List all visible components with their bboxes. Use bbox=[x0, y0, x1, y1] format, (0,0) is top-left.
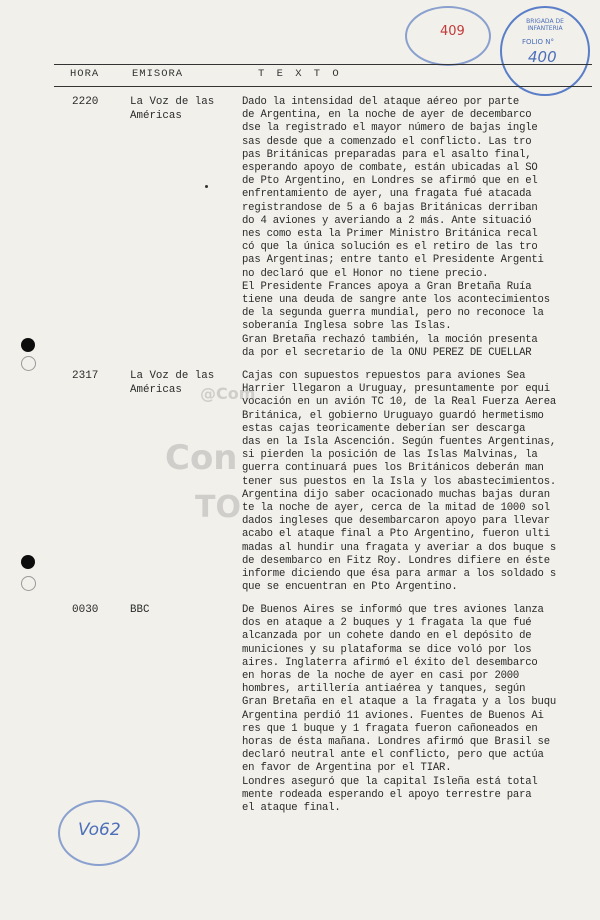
header-hora: HORA bbox=[70, 68, 100, 80]
watermark-line: Con bbox=[165, 438, 238, 478]
text-line: no declaró que el Honor no tiene precio. bbox=[242, 267, 489, 280]
header-top-rule bbox=[54, 64, 592, 65]
entry-hora: 0030 bbox=[72, 604, 99, 616]
text-line: hombres, artillería antiaérea y tanques, según bbox=[242, 683, 526, 696]
text-line: de desembarco en Fitz Roy. Londres difiere en éste bbox=[242, 554, 550, 567]
text-line: mente rodeada esperando el apoyo terrestre para bbox=[242, 788, 532, 801]
text-line: Argentina dijo saber ocacionado muchas bajas duran bbox=[242, 488, 550, 501]
watermark-line: TO bbox=[195, 490, 241, 525]
emisora-line: BBC bbox=[130, 604, 150, 616]
text-line: Dado la intensidad del ataque aéreo por parte bbox=[242, 96, 520, 108]
text-line: de Pto Argentino, en Londres se afirmó que en el bbox=[242, 175, 538, 188]
text-line: informe diciendo que ésa para armar a los soldado s bbox=[242, 568, 557, 581]
text-line: dos en ataque a 2 buques y 1 fragata la que fué bbox=[242, 617, 532, 630]
folio-stamp-blue bbox=[500, 6, 590, 96]
text-line: Cajas con supuestos repuestos para aviones Sea bbox=[242, 370, 526, 382]
text-line: si pierden la posición de las Islas Malvinas, la bbox=[242, 449, 538, 462]
folio-number-red: 409 bbox=[440, 24, 465, 39]
header-bottom-rule bbox=[54, 86, 592, 87]
text-line: tiene una deuda de sangre ante los acontecimientos bbox=[242, 294, 550, 307]
text-line: aires. Inglaterra afirmó el éxito del desembarco bbox=[242, 656, 538, 669]
binder-hole-ring bbox=[21, 356, 36, 371]
entry-text bbox=[242, 370, 592, 594]
text-line: en horas de la noche de ayer en casi por 2000 bbox=[242, 670, 520, 683]
text-line: dse la registrado el mayor número de bajas ingle bbox=[242, 122, 538, 135]
text-line: en favor de Argentina por el TIAR. bbox=[242, 762, 452, 775]
text-line: Gran Bretaña en el ataque a la fragata y a los buqu bbox=[242, 696, 557, 709]
brigada-text: BRIGADA DE INFANTERIA bbox=[526, 18, 564, 32]
text-line: Harrier llegaron a Uruguay, presuntamente por equi bbox=[242, 383, 550, 396]
ink-dot bbox=[205, 185, 208, 188]
text-line: estas cajas teoricamente deberían ser descarga bbox=[242, 422, 526, 435]
binder-hole bbox=[21, 338, 35, 352]
text-line: El Presidente Frances apoya a Gran Bretaña Ruía bbox=[242, 280, 532, 293]
entry-hora: 2317 bbox=[72, 370, 99, 382]
text-line: tener sus puestos en la Isla y los abastecimientos. bbox=[242, 475, 557, 488]
text-line: de la segunda guerra mundial, pero no reconoce la bbox=[242, 307, 544, 320]
bottom-stamp-text: Vo62 bbox=[78, 820, 121, 840]
text-line: madas al hundir una fragata y averiar a dos buque s bbox=[242, 541, 557, 554]
text-line: Gran Bretaña rechazó también, la moción presenta bbox=[242, 333, 538, 346]
text-line: nes como esta la Primer Ministro Británica recal bbox=[242, 228, 538, 241]
text-line: dados ingleses que desembarcaron apoyo para llevar bbox=[242, 515, 550, 528]
text-line: te la noche de ayer, cerca de la mitad de 1000 sol bbox=[242, 502, 550, 515]
folio-number-blue: 400 bbox=[528, 48, 557, 66]
text-line: das en la Isla Ascención. Según fuentes Argentinas, bbox=[242, 436, 557, 449]
text-line: el ataque final. bbox=[242, 802, 341, 815]
text-line: declaró neutral ante el conflicto, pero que actúa bbox=[242, 749, 544, 762]
text-line: alcanzada por un cohete dando en el depósito de bbox=[242, 630, 532, 643]
entry-emisora bbox=[130, 604, 240, 618]
text-line: registrandose de 5 a 6 bajas Británicas derriban bbox=[242, 201, 538, 214]
entry-hora: 2220 bbox=[72, 96, 99, 108]
text-line: do 4 aviones y averiando a 2 más. Ante situació bbox=[242, 214, 532, 227]
entry-emisora bbox=[130, 96, 240, 123]
text-line: có que la única solución es el retiro de las tro bbox=[242, 241, 538, 254]
text-line: res que 1 buque y 1 fragata fueron cañoneados en bbox=[242, 722, 538, 735]
folio-label: FOLIO N° bbox=[522, 38, 554, 46]
text-line: vocación en un avión TC 10, de la Real Fuerza Aerea bbox=[242, 396, 557, 409]
text-line: enfrentamiento de ayer, una fragata fué atacada bbox=[242, 188, 532, 201]
text-line: Argentina perdió 11 aviones. Fuentes de Buenos Ai bbox=[242, 709, 544, 722]
text-line: guerra continuará pues los Británicos deberán man bbox=[242, 462, 544, 475]
header-texto: T E X T O bbox=[258, 68, 342, 80]
header-emisora: EMISORA bbox=[132, 68, 184, 80]
bottom-stamp bbox=[58, 800, 140, 866]
text-line: Británica, el gobierno Uruguayo guardó hermetismo bbox=[242, 409, 544, 422]
text-line: horas de ésta mañana. Londres afirmó que Brasil se bbox=[242, 736, 550, 749]
text-line: De Buenos Aires se informó que tres aviones lanza bbox=[242, 604, 544, 616]
entry-text bbox=[242, 604, 592, 815]
emisora-line: La Voz de las bbox=[130, 96, 215, 108]
text-line: de Argentina, en la noche de ayer de decembarco bbox=[242, 109, 532, 122]
binder-hole-ring bbox=[21, 576, 36, 591]
text-line: municiones y su plataforma se dice voló por los bbox=[242, 643, 532, 656]
emisora-line: Américas bbox=[130, 383, 182, 396]
text-line: esperando apoyo de combate, están ubicadas al SO bbox=[242, 162, 538, 175]
text-line: soberanía Inglesa sobre las Islas. bbox=[242, 320, 452, 333]
text-line: que se encuentran en Pto Argentino. bbox=[242, 581, 458, 594]
text-line: sas desde que a comenzado el conflicto. Las tro bbox=[242, 135, 532, 148]
text-line: pas Británicas preparadas para el asalto final, bbox=[242, 148, 532, 161]
entry-text bbox=[242, 96, 592, 360]
text-line: acabo el ataque final a Pto Argentino, fueron ulti bbox=[242, 528, 550, 541]
emisora-line: La Voz de las bbox=[130, 370, 215, 382]
text-line: pas Argentinas; entre tanto el Presidente Argenti bbox=[242, 254, 544, 267]
binder-hole bbox=[21, 555, 35, 569]
text-line: da por el secretario de la ONU PEREZ DE CUELLAR bbox=[242, 346, 532, 359]
emisora-line: Américas bbox=[130, 109, 182, 122]
text-line: Londres aseguró que la capital Isleña está total bbox=[242, 775, 538, 788]
watermark-line: @Com bbox=[200, 384, 256, 403]
